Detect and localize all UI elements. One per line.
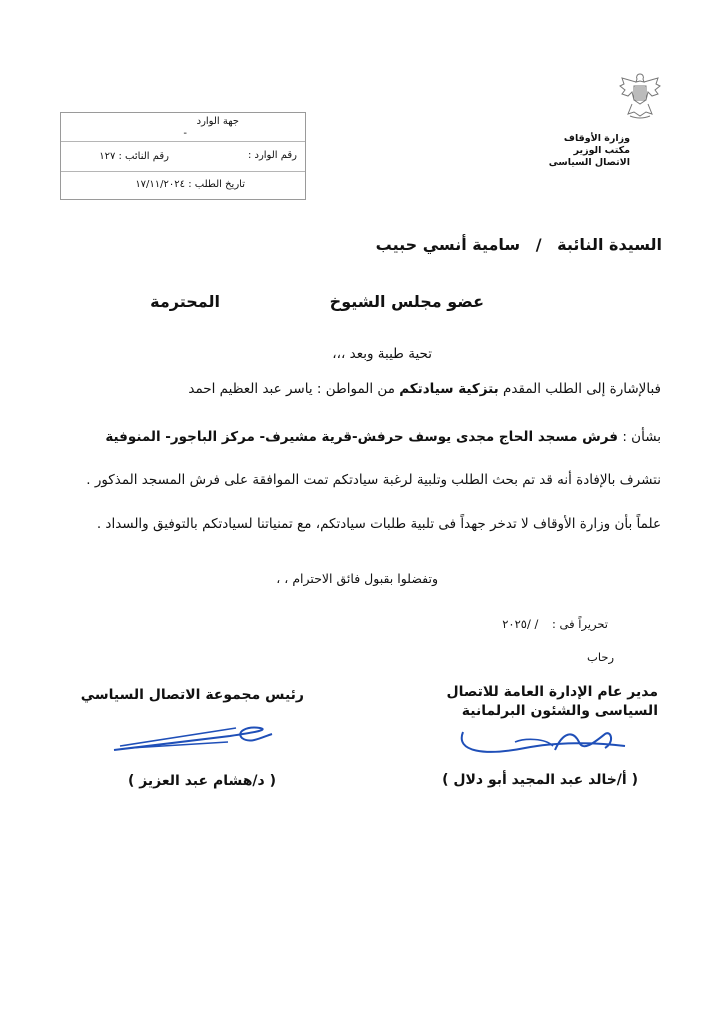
recipient-name: سامية أنسي حبيب — [375, 235, 521, 254]
left-signature — [110, 718, 280, 756]
paragraph-wishes: علماً بأن وزارة الأوقاف لا تدخر جهداً فى تلبية طلبات سيادتكم، مع تمنياتنا لسيادتكم بالتوفيق والسداد . — [96, 516, 661, 532]
ministry-line-3: الاتصال السياسى — [548, 157, 630, 168]
recipient-separator: / — [535, 235, 542, 254]
subject-bold: فرش مسجد الحاج مجدى يوسف حرفش-قرية مشيرف- مركز الباجور- المنوفية — [105, 429, 619, 445]
reference-line — [188, 381, 661, 397]
request-date: تاريخ الطلب : ١٧/١١/٢٠٢٤ — [135, 179, 245, 190]
left-signatory-title: رئيس مجموعة الاتصال السياسي — [80, 687, 304, 703]
incoming-source-row — [61, 113, 305, 142]
incoming-number-row — [61, 141, 305, 172]
incoming-source-label: جهة الوارد — [196, 116, 239, 127]
deputy-number: رقم النائب : ١٢٧ — [99, 151, 169, 162]
recipient-honorific: المحترمة — [150, 292, 220, 311]
incoming-source-value: - — [183, 128, 187, 139]
right-signatory-title-2: السياسى والشئون البرلمانية — [461, 703, 658, 719]
right-signatory-name: ( أ/خالد عبد المجيد أبو دلال ) — [442, 772, 638, 788]
reference-suffix: من المواطن : ياسر عبد العظيم احمد — [188, 381, 400, 397]
written-on — [502, 617, 608, 631]
incoming-number-label: رقم الوارد : — [247, 150, 297, 161]
written-on-label: تحريراً فى : — [552, 617, 608, 631]
subject-prefix: بشأن : — [618, 429, 661, 445]
recipient-line — [376, 235, 662, 254]
paragraph-approval: نتشرف بالإفادة أنه قد تم بحث الطلب وتلبية لرغبة سيادتكم تمت الموافقة على فرش المسجد المذكور . — [86, 472, 661, 488]
request-date-row — [61, 171, 305, 198]
recipient-position: عضو مجلس الشيوخ — [329, 292, 484, 311]
egypt-eagle-emblem-icon — [618, 70, 662, 122]
reference-bold: بتزكية سيادتكم — [399, 381, 499, 397]
written-on-date: / /٢٠٢٥ — [502, 617, 539, 631]
clerk-initials: رحاب — [587, 650, 614, 664]
left-signatory-name: ( د/هشام عبد العزيز ) — [127, 773, 276, 789]
right-signatory-title-1: مدير عام الإدارة العامة للاتصال — [446, 684, 658, 700]
greeting: تحية طيبة وبعد ،،، — [332, 346, 432, 362]
subject-line — [105, 429, 661, 445]
reference-prefix: فبالإشارة إلى الطلب المقدم — [498, 381, 661, 397]
incoming-info-box — [60, 112, 306, 200]
right-signature — [455, 712, 635, 764]
ministry-heading — [549, 133, 630, 169]
ministry-line-2: مكتب الوزير — [573, 145, 630, 156]
recipient-title: السيدة النائبة — [557, 235, 662, 254]
closing: وتفضلوا بقبول فائق الاحترام ، ، — [276, 571, 438, 586]
ministry-line-1: وزارة الأوقاف — [563, 133, 630, 144]
